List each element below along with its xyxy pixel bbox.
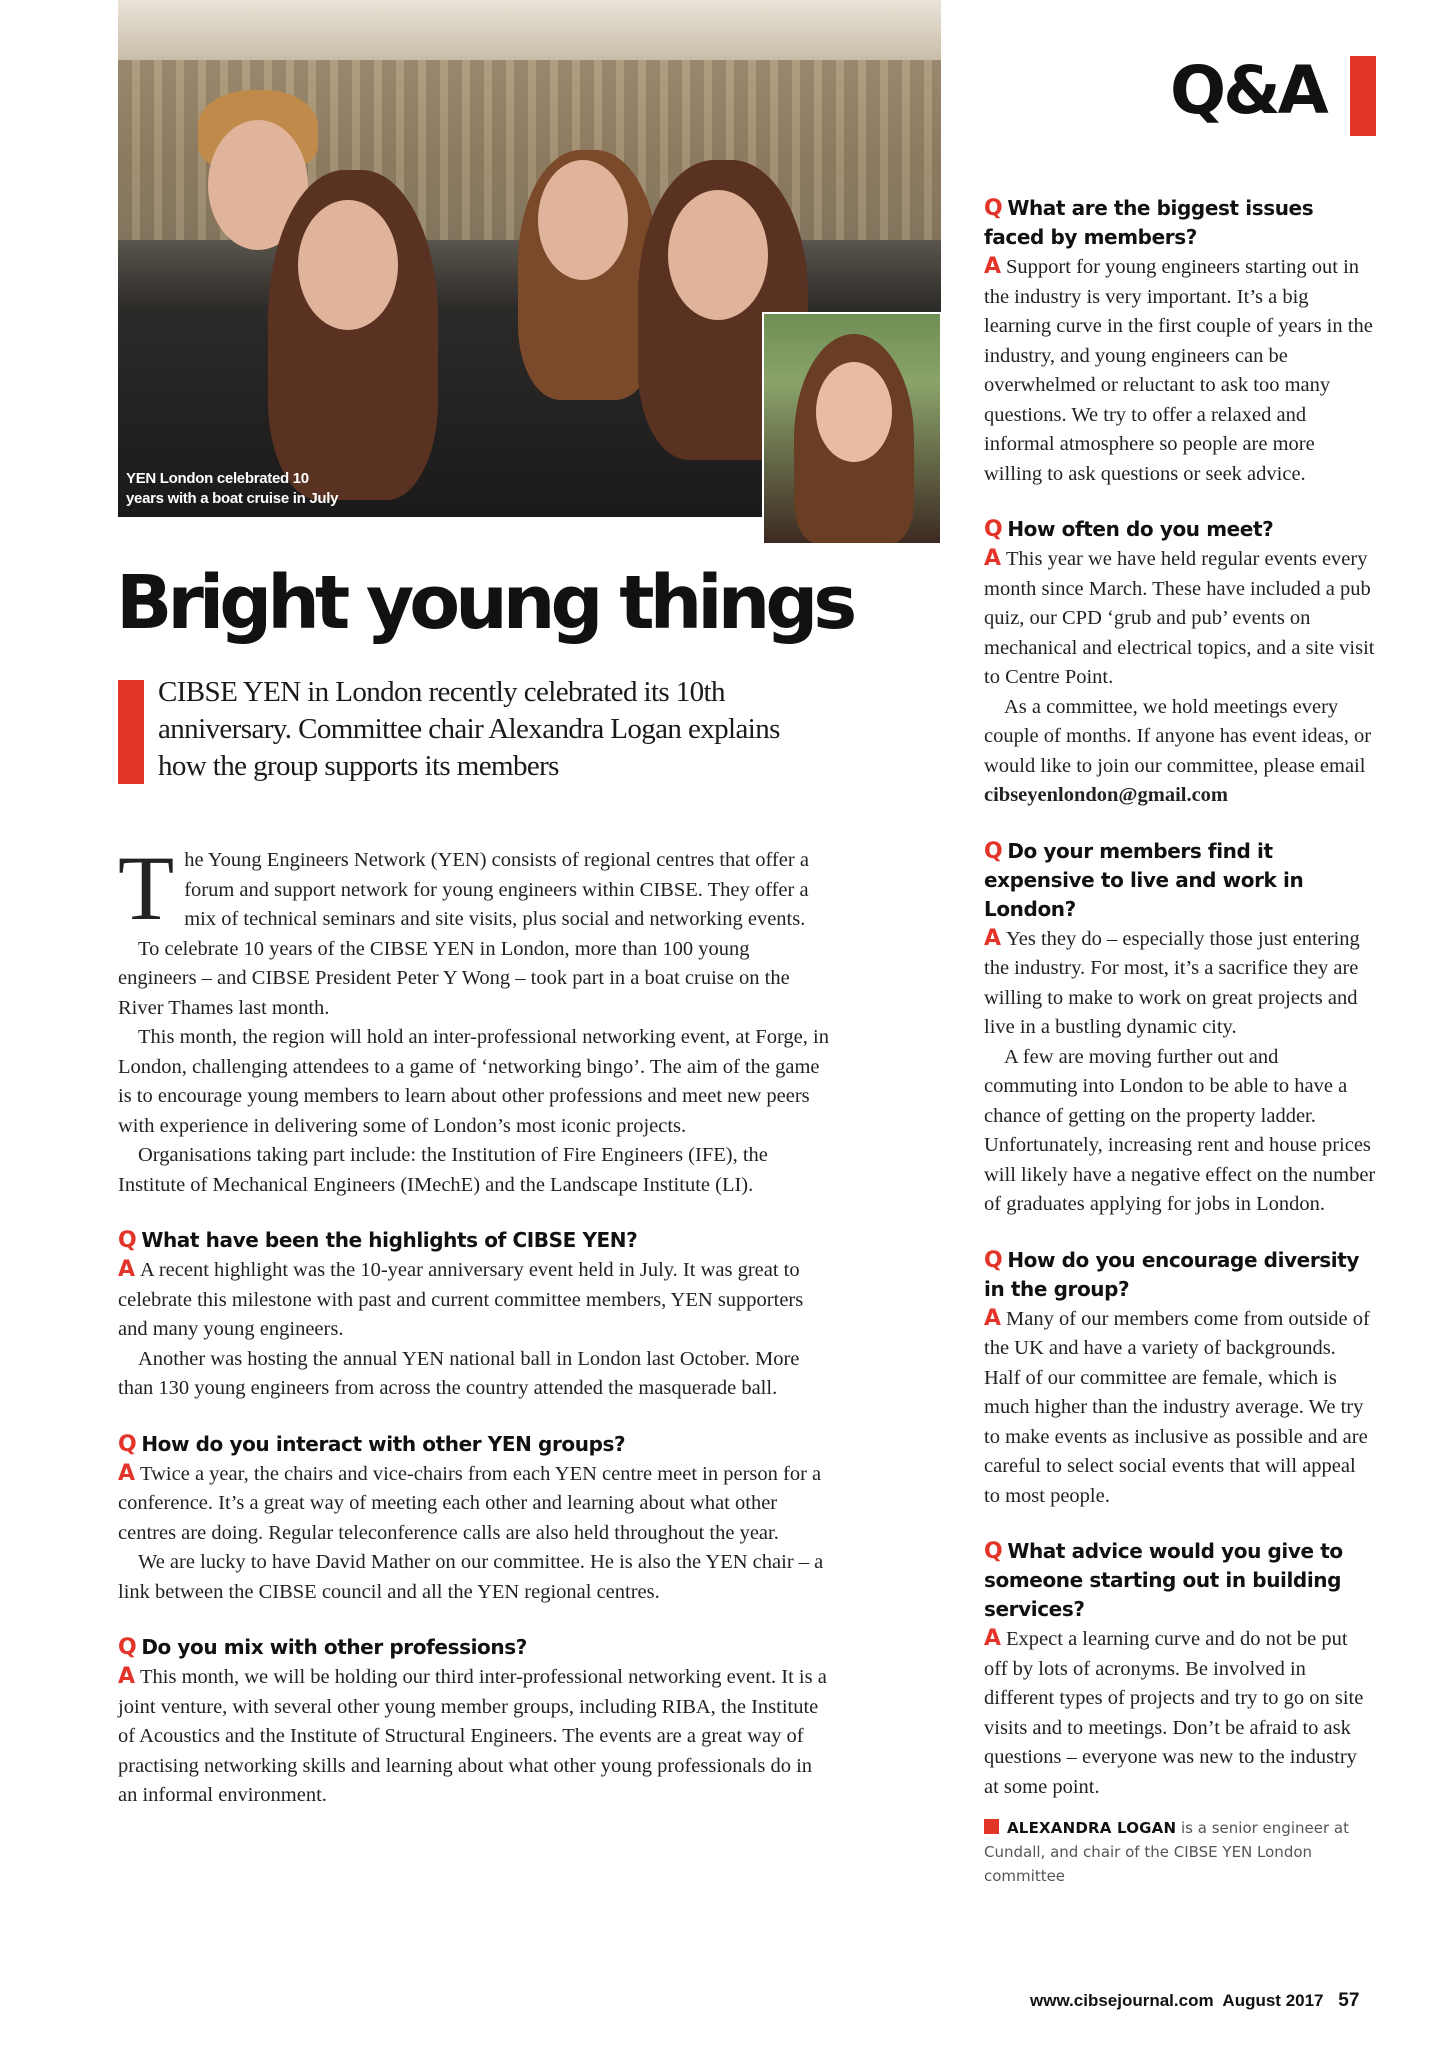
question-text: Do your members find it expensive to live and work in London? [984,838,1304,921]
q-marker: Q [984,1539,1003,1564]
answer-text: As a committee, we hold meetings every couple of months. If anyone has event ideas, or would like to join our committee, please email [984,695,1372,777]
a-marker: A [984,1626,1002,1651]
answer-text: Twice a year, the chairs and vice-chairs from each YEN centre meet in person for a conference. It’s a great way of meeting each other and learning about what other centres are doing. Regular teleconference calls are also held throughout the year. [118,1462,822,1544]
q-marker: Q [984,517,1003,542]
standfirst: CIBSE YEN in London recently celebrated its 10th anniversary. Committee chair Alexandra Logan explains how the group supports its members [158,676,780,782]
a-marker: A [984,1305,1002,1331]
q-marker: Q [118,1635,137,1660]
portrait-photo [762,312,942,545]
question-text: How often do you meet? [1007,517,1274,541]
question-text: What advice would you give to someone starting out in building services? [984,1539,1343,1621]
a-marker: A [118,1664,136,1689]
question-text: How do you interact with other YEN groups? [141,1431,626,1456]
section-label: Q&A [1170,52,1326,129]
answer-text: A recent highlight was the 10-year anniversary event held in July. It was great to celebrate this milestone with past and current committee members, YEN supporters and many young engineers. [118,1259,804,1340]
q-marker: Q [984,196,1003,221]
answer [118,1459,830,1549]
face [538,160,628,280]
face [668,190,768,320]
answer-continued [984,1043,1376,1220]
answer-text: Many of our members come from outside of the UK and have a variety of backgrounds. Half of our committee are female, which is much higher than the industry average. We try to make events as inclusive as possible and are careful to select social events that will appeal to most people. [984,1307,1370,1507]
answer [118,1662,830,1811]
author-description: is a senior engineer at Cundall, and chair of the CIBSE YEN London committee [984,1819,1349,1885]
text: he Young Engineers Network (YEN) consists of regional centres that offer a forum and support network for young engineers within CIBSE. They offer a mix of technical seminars and site visits, plus social and networking events. [184,849,809,930]
paragraph: To celebrate 10 years of the CIBSE YEN in London, more than 100 young engineers – and CIBSE President Peter Y Wong – took part in a boat cruise on the River Thames last month. [118,937,790,1019]
face [298,200,398,330]
author-name: ALEXANDRA LOGAN [1007,1819,1177,1837]
answer [984,924,1376,1043]
bullet-square [984,1819,999,1834]
answer-text: Expect a learning curve and do not be put off by lots of acronyms. Be involved in different types of projects and try to go on site visits and to meetings. Don’t be afraid to ask questions – everyone was new to the industry at some point. [984,1628,1364,1798]
answer-continued [118,1548,830,1607]
footer-date: August 2017 [1222,1991,1324,2010]
a-marker: A [984,546,1002,571]
question [984,1246,1376,1304]
page-number: 57 [1338,1990,1360,2011]
answer [984,544,1376,693]
question [118,1226,830,1255]
q-marker: Q [984,838,1003,864]
answer-text: Another was hosting the annual YEN national ball in London last October. More than 130 young engineers from across the country attended the masquerade ball. [118,1347,800,1399]
q-marker: Q [118,1431,137,1457]
question [984,194,1376,252]
question-text: What have been the highlights of CIBSE YEN? [141,1228,638,1252]
answer-text: This month, we will be holding our third inter-professional networking event. It is a joint venture, with several other young member groups, including RIBA, the Institute of Acoustics and the Institute of Structural Engineers. The events are a great way of practising networking skills and learning about what other young professionals do in an informal environment. [118,1666,827,1806]
a-marker: A [118,1257,136,1282]
answer [118,1255,830,1345]
answer [984,252,1376,489]
drop-cap: T [118,837,175,939]
answer-text: We are lucky to have David Mather on our committee. He is also the YEN chair – a link between the CIBSE council and all the YEN regional centres. [118,1551,824,1603]
answer [984,1304,1376,1512]
intro-paragraph [118,837,830,939]
page-title: Bright young things [116,560,853,646]
answer-text: This year we have held regular events every month since March. These have included a pub quiz, our CPD ‘grub and pub’ events on mechanical and electrical topics, and a site visit to Centre Point. [984,548,1375,688]
author-bio [984,1816,1376,1888]
q-marker: Q [984,1247,1003,1273]
answer-continued [118,1345,830,1404]
question-text: How do you encourage diversity in the group? [984,1247,1360,1301]
paragraph: This month, the region will hold an inter-professional networking event, at Forge, in London, challenging attendees to a game of ‘networking bingo’. The aim of the game is to encourage young members to learn about other professions and meet new peers with experience in delivering some of London’s most iconic projects. [118,1026,829,1137]
question-text: Do you mix with other professions? [141,1635,527,1659]
face [816,362,892,462]
question-text: What are the biggest issues faced by members? [984,196,1314,249]
right-column [984,194,1376,1888]
answer-text: Yes they do – especially those just entering the industry. For most, it’s a sacrifice they are willing to make to work on great projects and live in a bustling dynamic city. [984,927,1360,1038]
a-marker: A [984,925,1002,951]
accent-bar [1350,56,1376,136]
answer-text: A few are moving further out and commuting into London to be able to have a chance of getting on the property ladder. Unfortunately, increasing rent and house prices will likely have a negative effect on the number of graduates applying for jobs in London. [984,1045,1376,1215]
footer-url[interactable]: www.cibsejournal.com [1030,1991,1214,2010]
q-marker: Q [118,1228,137,1253]
answer [984,1624,1376,1802]
a-marker: A [984,254,1002,279]
question [984,1537,1376,1624]
question [118,1633,830,1662]
photo-caption: YEN London celebrated 10 years with a boat cruise in July [126,470,339,507]
question [984,515,1376,544]
left-column [118,837,830,1811]
question [984,837,1376,924]
email-link[interactable]: cibseyenlondon@gmail.com [984,784,1229,806]
paragraph: Organisations taking part include: the Institution of Fire Engineers (IFE), the Institute of Mechanical Engineers (IMechE) and the Landscape Institute (LI). [118,1144,768,1196]
question [118,1430,830,1459]
answer-continued [984,693,1376,811]
footer [1030,1990,1359,2012]
a-marker: A [118,1460,136,1486]
answer-text: Support for young engineers starting out in the industry is very important. It’s a big learning curve in the first couple of years in the industry, and young engineers can be overwhelmed or reluctant to ask too many questions. We try to offer a relaxed and informal atmosphere so people are more willing to ask questions or seek advice. [984,256,1373,485]
accent-bar [118,680,144,784]
